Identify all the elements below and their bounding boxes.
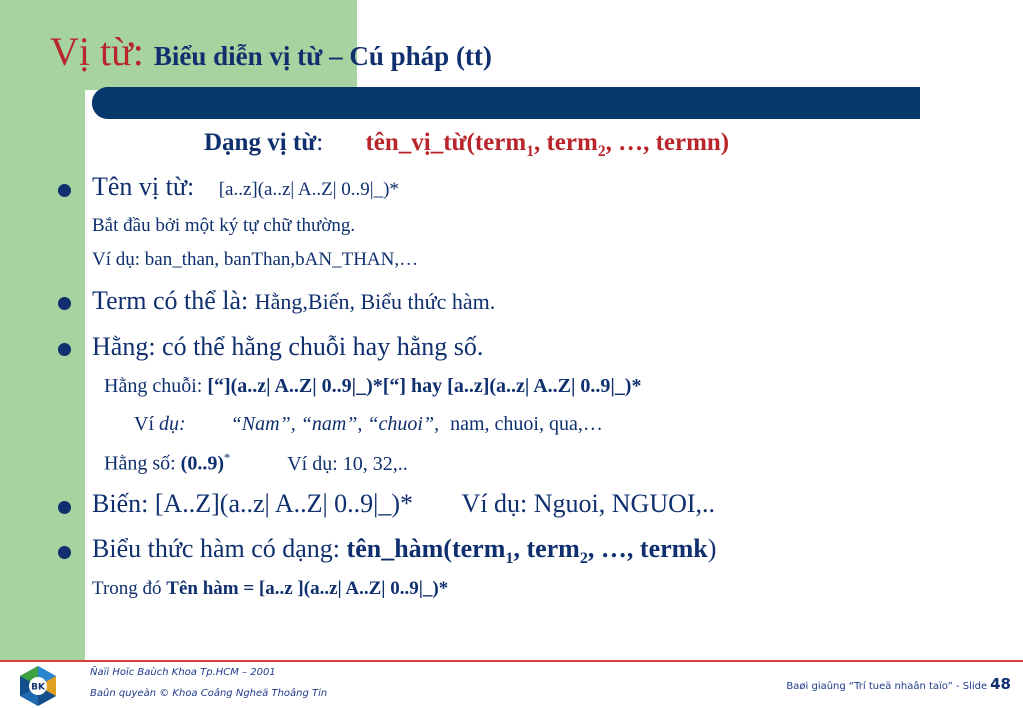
func-sub1: 1 (505, 550, 514, 568)
string-ex-quoted: “Nam”, “nam”, “chuoi”, (230, 413, 440, 435)
bullet-icon (58, 501, 71, 514)
name-note: Bắt đầu bởi một ký tự chữ thường. (92, 215, 356, 236)
name-example: Ví dụ: ban_than, banThan,bAN_THAN,… (92, 249, 419, 270)
where-label: Trong đó (92, 578, 162, 599)
func-prefix: tên_hàm(term (346, 534, 506, 563)
term-line (92, 286, 495, 316)
term-label: Term có thể là: (92, 286, 249, 315)
string-ex-plain: nam, chuoi, qua,… (450, 413, 603, 435)
form-expr-prefix: tên_vị_từ(term (365, 129, 527, 156)
name-rule-line (92, 172, 399, 202)
form-expr-suffix: , …, termn) (605, 129, 730, 156)
string-example-line (134, 413, 603, 436)
where-value: Tên hàm = [a..z ](a..z| A..Z| 0..9|_)* (166, 578, 449, 599)
func-suffix: ) (707, 534, 717, 563)
predicate-form-line (204, 129, 729, 161)
form-sep1: , term (533, 129, 598, 156)
var-label: Biến: [A..Z](a..z| A..Z| 0..9|_)* (92, 489, 414, 518)
where-line (92, 578, 448, 600)
func-sub2: 2 (579, 550, 588, 568)
name-label: Tên vị từ: (92, 172, 195, 201)
func-suffix-bold: , …, termk (587, 534, 708, 563)
number-star: * (224, 451, 231, 465)
footer-credit-line2: Baûn quyeàn © Khoa Coâng Ngheä Thoâng Tin (90, 688, 328, 699)
string-label: Hằng chuỗi: (104, 375, 203, 397)
string-ex-label-2: dụ: (159, 413, 186, 435)
slide-number: 48 (990, 675, 1011, 693)
form-sub1: 1 (526, 143, 534, 160)
footer-slide-info (786, 675, 1011, 693)
logo-text: BK (31, 682, 45, 693)
footer-credit-line1: Ñaïi Hoïc Baùch Khoa Tp.HCM – 2001 (90, 667, 276, 678)
var-example: Ví dụ: Nguoi, NGUOI,.. (461, 489, 716, 518)
variable-line (92, 489, 715, 519)
title-main: Vị từ: (50, 29, 144, 74)
title-sub: Biểu diễn vị từ – Cú pháp (tt) (153, 41, 492, 71)
form-expression (365, 129, 730, 160)
func-label: Biểu thức hàm có dạng: (92, 534, 341, 563)
number-const-line (104, 451, 408, 476)
form-colon: : (316, 129, 324, 156)
form-sub2: 2 (597, 143, 606, 160)
number-pattern: (0..9) (180, 452, 224, 475)
bullet-icon (58, 297, 71, 310)
footer-course-text: Baøi giaûng “Trí tueä nhaân taïo” - Slide (786, 681, 988, 692)
string-const-line (104, 375, 641, 398)
string-pattern: [“](a..z| A..Z| 0..9|_)*[“] hay [a..z](a..z| A..Z| 0..9|_)* (207, 375, 642, 397)
string-ex-label-1: Ví (134, 413, 154, 435)
name-pattern: [a..z](a..z| A..Z| 0..9|_)* (218, 179, 399, 200)
func-sep: , term (513, 534, 580, 563)
const-line: Hằng: có thể hằng chuỗi hay hằng số. (92, 332, 484, 361)
bullet-icon (58, 546, 71, 559)
function-line (92, 534, 716, 568)
func-expression (346, 534, 708, 568)
number-example: Ví dụ: 10, 32,.. (287, 452, 408, 475)
university-logo-icon (16, 664, 60, 708)
number-label: Hằng số: (104, 452, 176, 475)
bullet-icon (58, 343, 71, 356)
term-value: Hằng,Biến, Biểu thức hàm. (254, 289, 496, 314)
form-label: Dạng vị từ (204, 129, 317, 156)
bullet-icon (58, 184, 71, 197)
